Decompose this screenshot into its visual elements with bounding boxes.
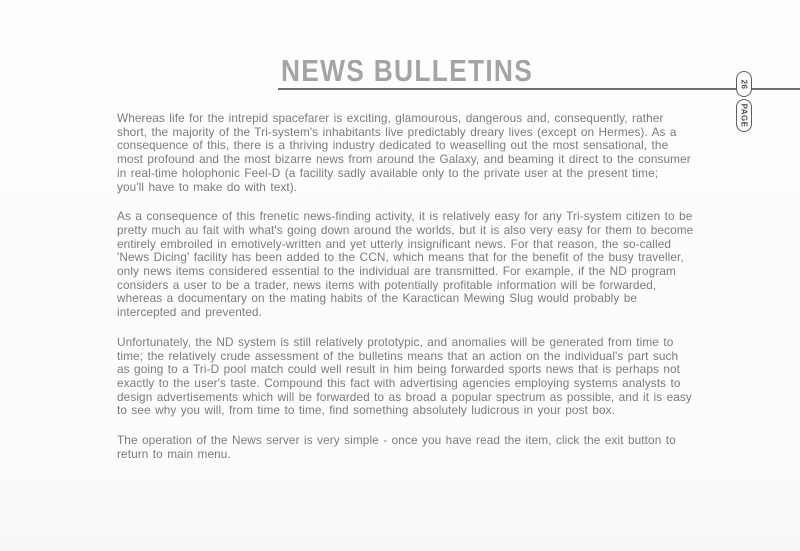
text-line: intercepted and prevented. (117, 305, 262, 320)
text-line: Whereas life for the intrepid spacefarer is exciting, glamourous, dangerous and, consequently, rather (117, 111, 664, 125)
text-line: pretty much au fait with what's going down around the worlds, but it is also very easy for them to become (117, 222, 694, 237)
text-line: exactly to the user's taste. Compound this fact with advertising agencies employing systems analysts to (117, 375, 681, 390)
text-line: return to main menu. (117, 446, 231, 461)
page-number-label: 26 (739, 79, 749, 89)
text-line: The operation of the News server is very simple - once you have read the item, click the exit button to (117, 433, 676, 448)
text-line: as going to a Tri-D pool match could well result in him being forwarded sports news that is perhaps not (117, 362, 681, 377)
text-line: you'll have to make do with text). (117, 179, 298, 194)
paragraph (117, 112, 717, 194)
page-number-tab (736, 71, 752, 97)
text-line: whereas a documentary on the mating habits of the Karactican Mewing Slug would probably be (117, 291, 638, 306)
title-underline (278, 88, 800, 90)
paragraph (117, 336, 717, 418)
text-line: most profound and the most bizarre news from around the Galaxy, and beaming it direct to the consumer (117, 152, 691, 167)
text-line: time; the relatively crude assessment of the bulletins means that an action on the individual's part such (117, 348, 679, 363)
page-word-tab (736, 99, 752, 132)
text-line: short, the majority of the Tri-system's inhabitants live predictably dreary lives (except on Hermes). As a (117, 124, 677, 139)
text-line: to see why you will, from time to time, find something absolutely ludicrous in your post box. (117, 403, 616, 418)
text-line: consequence of this, there is a thriving industry dedicated to weaselling out the most sensational, the (117, 138, 669, 153)
text-line: entirely embroiled in emotively-written and yet utterly insignificant news. For that reason, the so-called (117, 236, 672, 251)
text-line: Unfortunately, the ND system is still relatively prototypic, and anomalies will be generated from time to (117, 334, 674, 349)
page-word-label: PAGE (739, 103, 749, 128)
page-title: NEWS BULLETINS (281, 53, 534, 88)
body-text (117, 112, 717, 477)
text-line: design advertisements which will be forwarded to as broad a popular spectrum as possible, and it is easy (117, 389, 692, 404)
text-line: only news items considered essential to the individual are transmitted. For example, if the ND program (117, 264, 676, 279)
text-line: considers a user to be a trader, news items with potentially profitable information will be forwarded, (117, 277, 657, 292)
paragraph (117, 434, 717, 461)
paragraph (117, 210, 717, 320)
text-line: 'News Dicing' facility has been added to the CCN, which means that for the benefit of the busy traveller, (117, 250, 684, 265)
text-line: As a consequence of this frenetic news-finding activity, it is relatively easy for any Tri-system citizen to be (117, 209, 693, 224)
text-line: in real-time holophonic Feel-D (a facility sadly available only to the private user at the present time; (117, 165, 659, 180)
